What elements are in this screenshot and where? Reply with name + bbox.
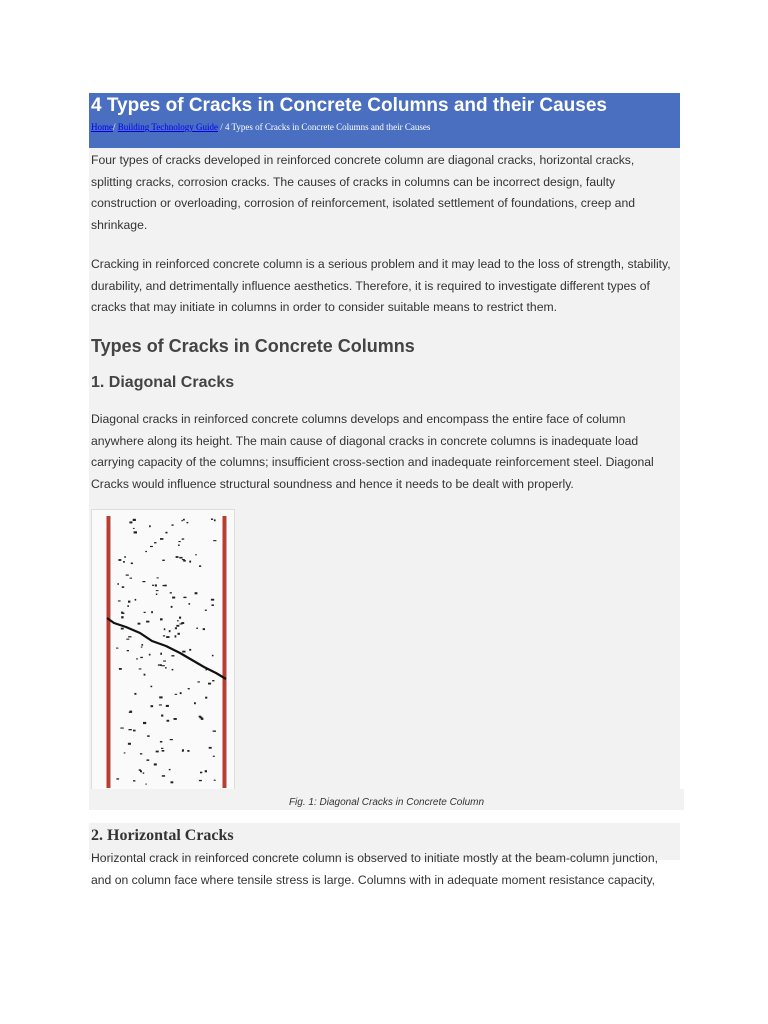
speckle (156, 594, 158, 596)
speckle (134, 531, 137, 533)
speckle (123, 561, 125, 563)
speckle (149, 525, 151, 527)
speckle (152, 585, 154, 586)
speckle (147, 735, 149, 737)
speckle (163, 585, 166, 586)
breadcrumb (91, 122, 678, 132)
speckle (205, 770, 207, 772)
speckle (143, 722, 146, 724)
speckle (141, 647, 143, 648)
speckle (171, 781, 174, 783)
speckle (203, 628, 205, 630)
speckle (182, 559, 185, 560)
speckle (116, 648, 118, 649)
speckle (212, 680, 214, 681)
speckle (189, 649, 191, 651)
breadcrumb-guide-link[interactable]: Building Technology Guide (117, 122, 218, 132)
speckle (150, 546, 153, 547)
speckle (160, 538, 163, 540)
speckle (180, 692, 182, 694)
speckle (140, 753, 142, 754)
speckle (156, 751, 159, 753)
speckle (149, 654, 151, 656)
speckle (172, 597, 175, 599)
speckle (178, 633, 180, 635)
speckle (116, 778, 119, 779)
speckle (138, 623, 141, 625)
diagonal-crack-figure (91, 509, 235, 791)
breadcrumb-home-link[interactable]: Home (91, 122, 113, 132)
speckle (182, 651, 185, 653)
speckle (161, 748, 163, 749)
speckle (144, 674, 146, 676)
horizontal-cracks-heading: 2. Horizontal Cracks (91, 827, 234, 844)
speckle (209, 747, 212, 749)
speckle (183, 560, 186, 562)
speckle (128, 636, 131, 637)
intro-paragraph-1: Four types of cracks developed in reinforced concrete column are diagonal cracks, horizontal cracks, splitting cracks, corrosion cracks. The causes of cracks in columns can be incorrect design, faulty construction or overloading, corrosion of reinforcement, isolated settlement of foundations, creep and shrinkage. (91, 153, 636, 232)
article-body (89, 148, 680, 810)
speckle (197, 681, 200, 682)
speckle (189, 603, 191, 605)
speckle (121, 612, 123, 614)
speckle (128, 601, 130, 603)
speckle (139, 668, 142, 669)
speckle (129, 711, 132, 713)
speckle (131, 563, 133, 565)
speckle (145, 551, 147, 552)
speckle (179, 617, 181, 619)
speckle (211, 519, 213, 520)
speckle (145, 784, 147, 785)
speckle (187, 522, 189, 523)
speckle (195, 592, 198, 594)
speckle (159, 704, 162, 705)
speckle (179, 623, 182, 624)
speckle (161, 715, 163, 717)
speckle (213, 731, 216, 732)
speckle (171, 606, 173, 608)
speckle (212, 604, 214, 606)
speckle (176, 556, 179, 558)
diagonal-cracks-heading: 1. Diagonal Cracks (91, 374, 235, 391)
speckle (151, 686, 153, 688)
speckle (214, 519, 216, 521)
speckle (212, 655, 214, 657)
speckle (124, 752, 126, 753)
speckle (170, 739, 173, 740)
speckle (165, 532, 167, 534)
column-illustration (92, 510, 234, 790)
speckle (175, 694, 178, 695)
speckle (155, 584, 157, 586)
speckle (122, 586, 125, 588)
speckle (166, 705, 169, 707)
speckle (144, 612, 146, 613)
speckle (130, 578, 132, 579)
speckle (126, 639, 129, 640)
speckle (158, 664, 161, 665)
figure-caption-bar (89, 789, 684, 810)
speckle (205, 697, 207, 699)
speckle (118, 600, 121, 601)
speckle (165, 667, 167, 668)
speckle (164, 628, 166, 630)
speckle (133, 780, 135, 781)
speckle (134, 693, 136, 695)
speckle (160, 664, 162, 666)
horizontal-cracks-paragraph: Horizontal crack in reinforced concrete column is observed to initiate mostly at the beam-column junction, and on column face where tensile stress is large. Columns with in adequate moment resistance capacity, (91, 851, 658, 887)
speckle (160, 741, 162, 743)
speckle (126, 575, 129, 576)
speckle (133, 730, 136, 732)
speckle (199, 780, 202, 781)
speckle (160, 653, 162, 655)
speckle (128, 743, 131, 745)
speckle (213, 756, 215, 757)
speckle (176, 625, 179, 627)
speckle (172, 524, 174, 525)
speckle (172, 669, 174, 671)
speckle (162, 665, 165, 666)
speckle (139, 769, 141, 771)
speckle (127, 650, 129, 651)
speckle (178, 541, 180, 542)
speckle (182, 751, 184, 752)
speckle (154, 542, 157, 543)
speckle (119, 668, 122, 670)
speckle (156, 590, 159, 591)
speckle (181, 520, 183, 521)
speckle (135, 599, 137, 601)
speckle (171, 655, 174, 656)
speckle (199, 565, 201, 567)
speckle (163, 661, 166, 662)
speckle (160, 618, 163, 620)
speckle (157, 577, 159, 578)
intro-paragraph-2: Cracking in reinforced concrete column is a serious problem and it may lead to the loss of strength, stability, durability, and detrimentally influence aesthetics. Therefore, it is required to investigate different types of cracks that may initiate in columns in order to consider suitable means to restrict them. (91, 257, 671, 314)
speckle (213, 540, 216, 541)
speckle (174, 718, 177, 720)
speckle (129, 521, 132, 523)
speckle (194, 702, 196, 704)
speckle (195, 554, 197, 555)
speckle (151, 705, 154, 707)
page-title: 4 Types of Cracks in Concrete Columns and their Causes (91, 95, 607, 116)
speckle (200, 717, 203, 719)
speckle (208, 683, 211, 685)
speckle (167, 720, 170, 722)
section-heading: Types of Cracks in Concrete Columns (91, 336, 415, 356)
speckle (117, 583, 119, 584)
speckle (182, 538, 185, 539)
speckle (169, 630, 171, 632)
speckle (162, 560, 165, 561)
speckle (162, 775, 165, 777)
speckle (129, 729, 132, 730)
speckle (166, 636, 169, 638)
speckle (141, 644, 143, 646)
speckle (133, 519, 136, 521)
article-header (89, 93, 680, 148)
speckle (127, 605, 129, 607)
speckle (121, 628, 124, 630)
speckle (214, 780, 216, 781)
speckle (211, 599, 214, 601)
speckle (140, 657, 143, 658)
speckle (121, 616, 123, 618)
speckle (196, 628, 198, 629)
speckle (169, 769, 171, 770)
speckle (143, 772, 145, 773)
speckle (189, 561, 191, 563)
speckle (146, 621, 149, 623)
speckle (205, 610, 207, 611)
speckle (151, 611, 153, 613)
speckle (124, 556, 126, 557)
speckle (200, 772, 202, 774)
speckle (177, 620, 179, 621)
speckle (188, 688, 190, 689)
diagonal-cracks-paragraph: Diagonal cracks in reinforced concrete columns develops and encompass the entire face of column anywhere along its height. The main cause of diagonal cracks in concrete columns is inadequate load carrying capacity of the columns; insufficient cross-section and inadequate reinforcement steel. Diagonal Cracks would influence structural soundness and hence it needs to be dealt with properly. (91, 412, 654, 491)
figure-caption: Fig. 1: Diagonal Cracks in Concrete Column (288, 797, 485, 808)
speckle (183, 597, 186, 598)
speckle (142, 581, 145, 582)
speckle (118, 559, 121, 561)
speckle (147, 759, 150, 761)
speckle (120, 728, 124, 729)
speckle (170, 592, 172, 593)
speckle (163, 635, 165, 636)
speckle (178, 545, 180, 546)
breadcrumb-current: / 4 Types of Cracks in Concrete Columns and their Causes (217, 122, 431, 132)
speckle (175, 635, 177, 637)
speckle (175, 627, 177, 629)
breadcrumb-separator: / (113, 122, 118, 132)
speckle (133, 528, 135, 529)
speckle (162, 750, 165, 752)
speckle (159, 696, 162, 698)
speckle (154, 763, 157, 765)
speckle (179, 557, 182, 559)
speckle (136, 658, 138, 659)
speckle (187, 750, 189, 752)
speckle (183, 519, 185, 521)
